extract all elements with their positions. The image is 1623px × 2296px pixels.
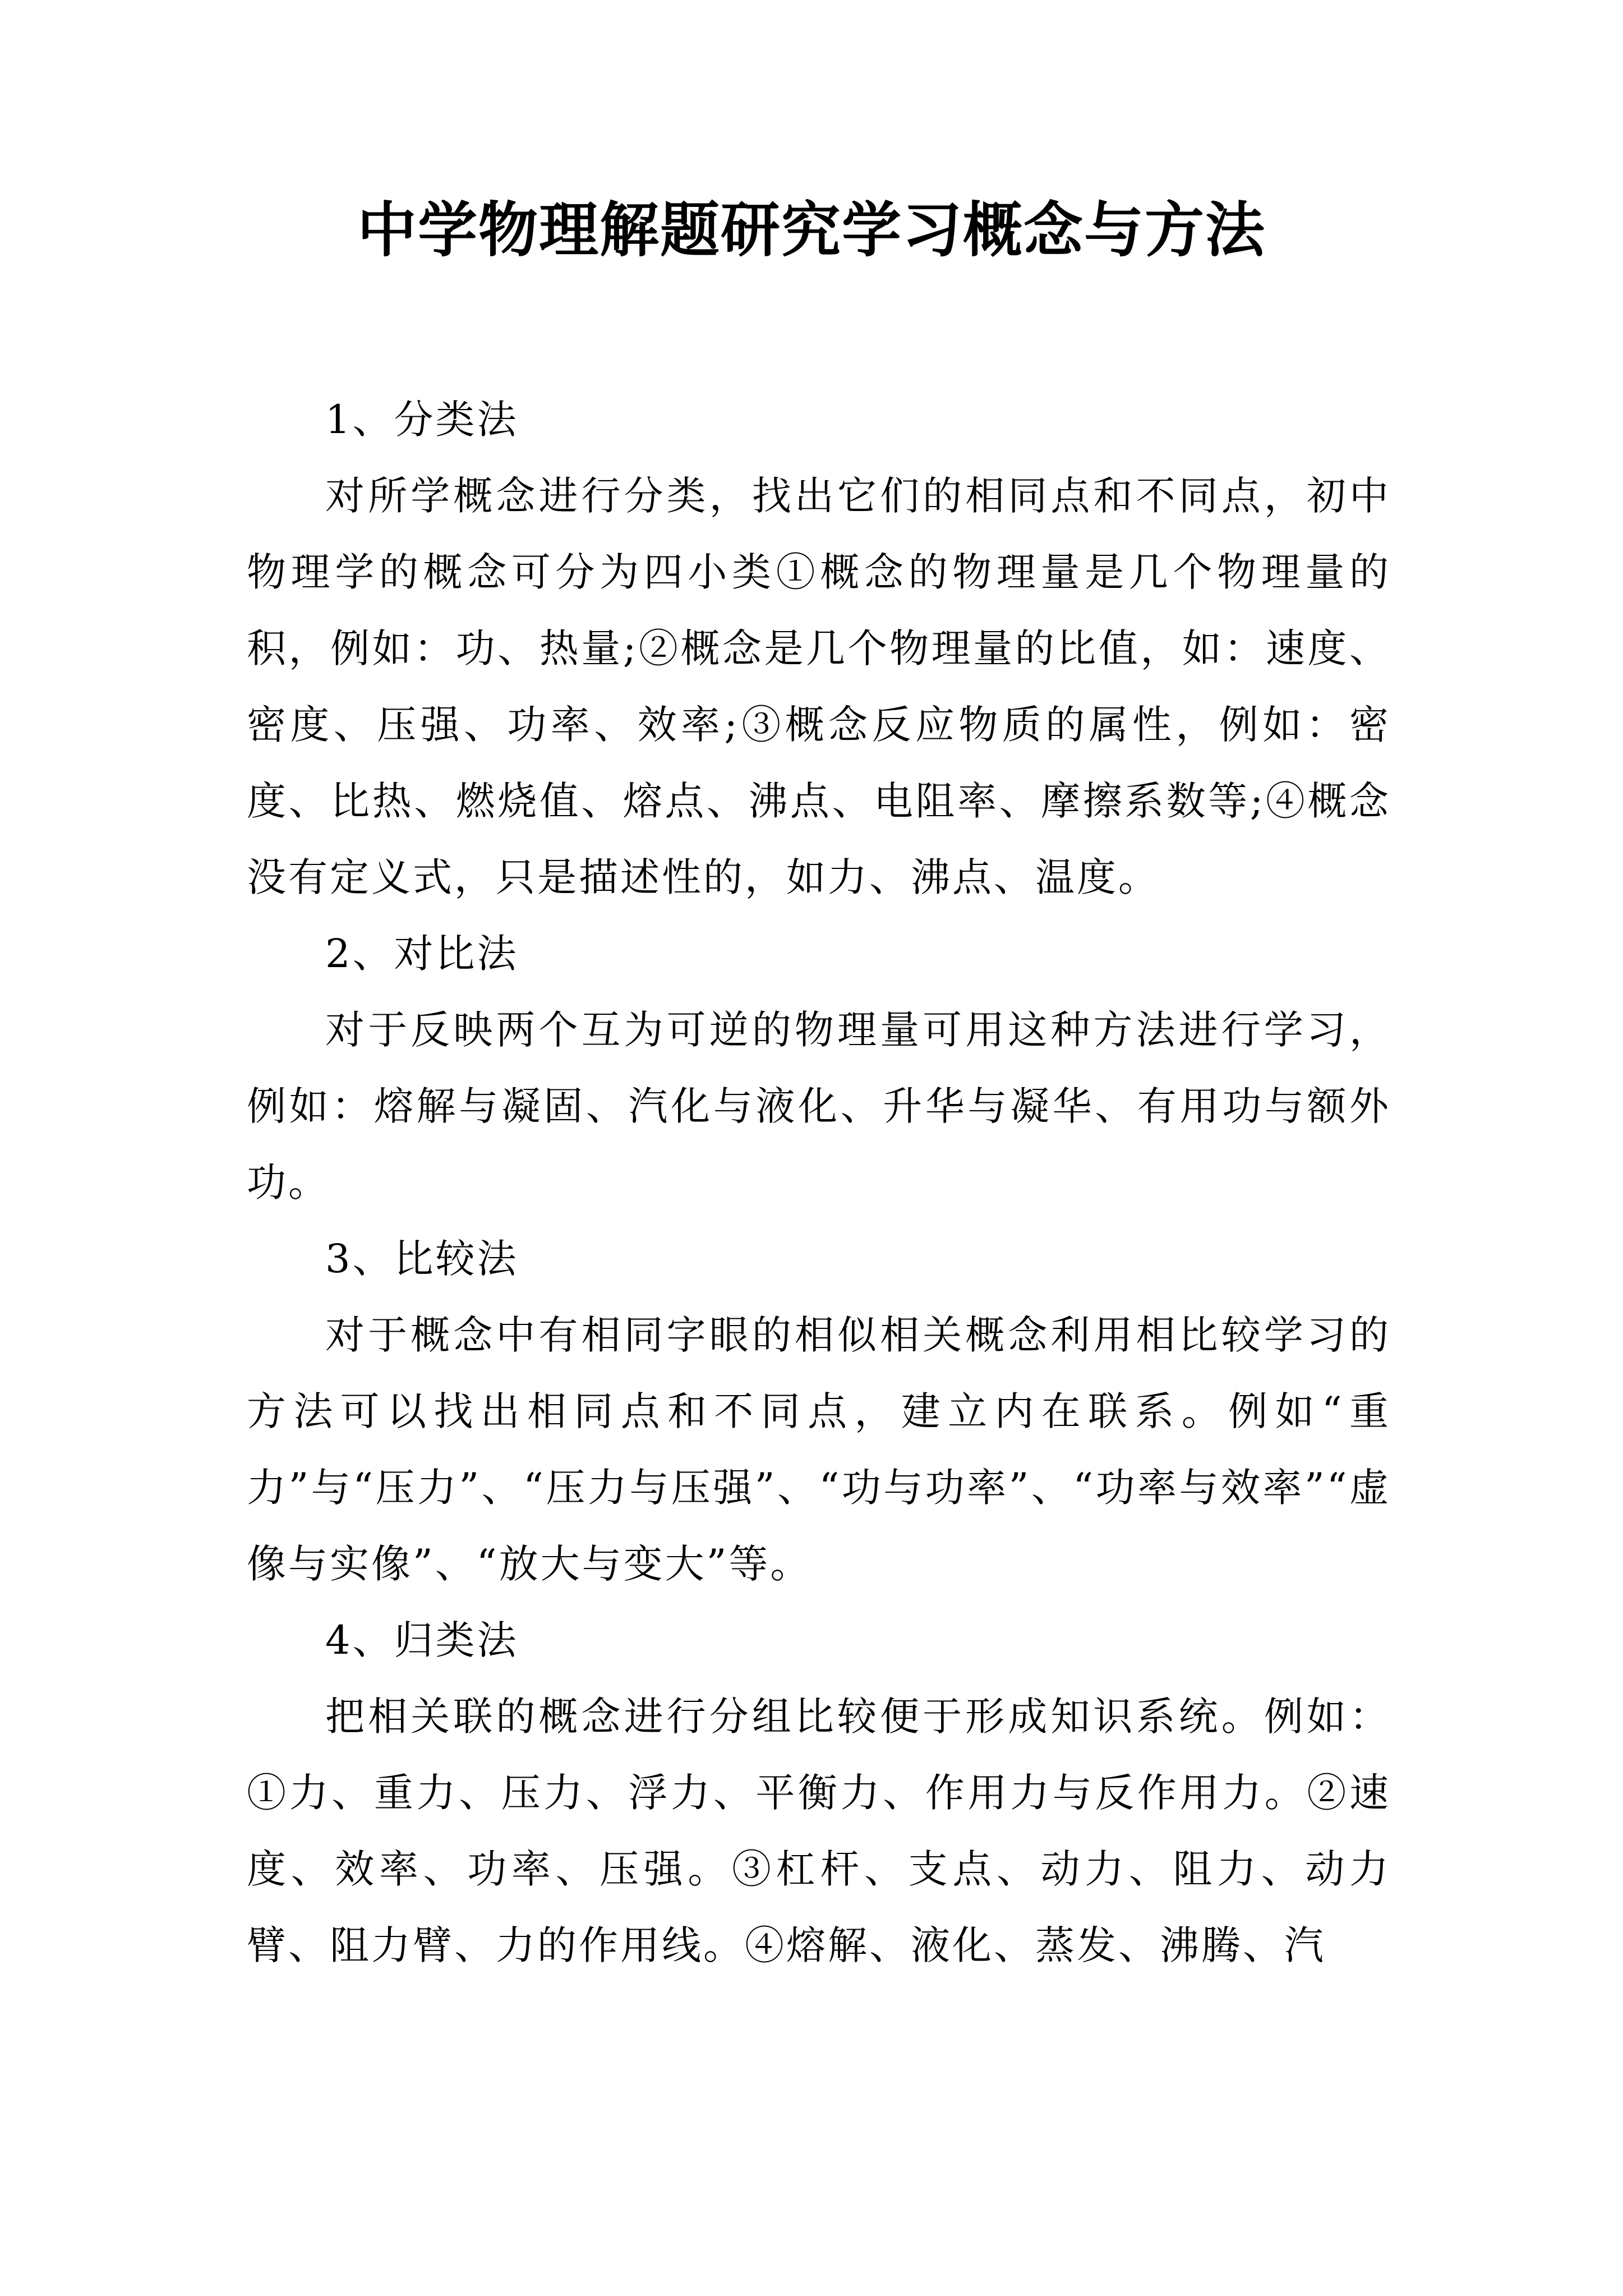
section-text-grouping: 把相关联的概念进行分组比较便于形成知识系统。例如：①力、重力、压力、浮力、平衡力、作用力与反作用力。②速度、效率、功率、压强。③杠杆、支点、动力、阻力、动力臂、阻力臂、力的作用线。④熔解、液化、蒸发、沸腾、汽 xyxy=(247,1694,1391,1968)
document-title: 中学物理解题研究学习概念与方法 xyxy=(357,195,1266,265)
section-text-comparison: 对于概念中有相同字眼的相似相关概念利用相比较学习的方法可以找出相同点和不同点，建立内在联系。例如“重力”与“压力”、“压力与压强”、“功与功率”、“功率与效率”“虚像与实像”、“放大与变大”等。 xyxy=(247,1312,1391,1587)
section-heading-classification: 1、分类法 xyxy=(325,397,519,443)
section-text-contrast: 对于反映两个互为可逆的物理量可用这种方法进行学习，例如：熔解与凝固、汽化与液化、升华与凝华、有用功与额外功。 xyxy=(247,1007,1391,1205)
section-heading-grouping: 4、归类法 xyxy=(325,1617,519,1663)
section-heading-contrast: 2、对比法 xyxy=(325,931,519,977)
document-body xyxy=(247,381,1391,1984)
section-text-classification: 对所学概念进行分类，找出它们的相同点和不同点，初中物理学的概念可分为四小类①概念的物理量是几个物理量的积，例如：功、热量;②概念是几个物理量的比值，如：速度、密度、压强、功率、效率;③概念反应物质的属性，例如：密度、比热、燃烧值、熔点、沸点、电阻率、摩擦系数等;④概念没有定义式，只是描述性的，如力、沸点、温度。 xyxy=(247,473,1391,900)
section-heading-comparison: 3、比较法 xyxy=(325,1236,519,1282)
